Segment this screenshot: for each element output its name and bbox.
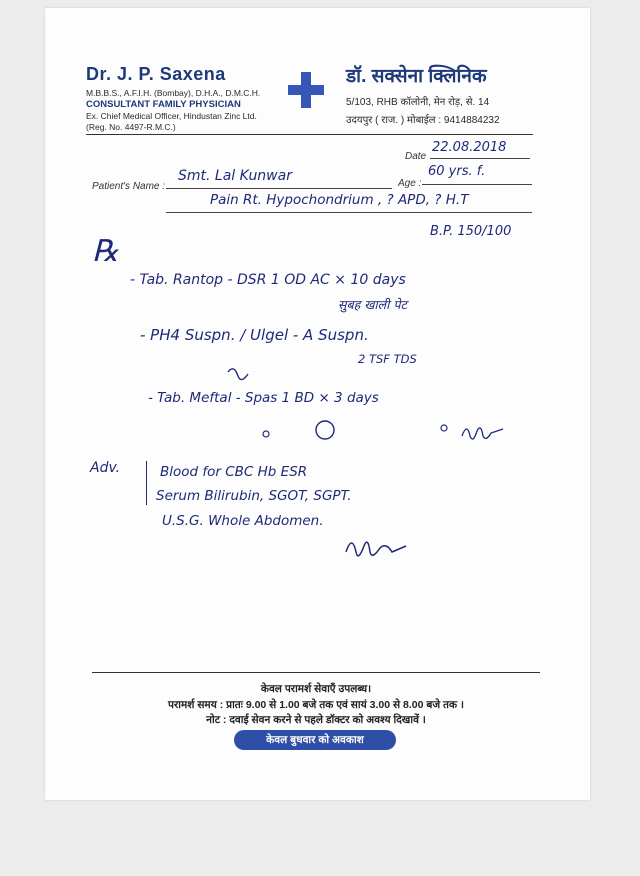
doctor-degrees: M.B.B.S., A.F.I.H. (Bombay), D.H.A., D.M.C.H. [86,88,261,98]
rx-symbol: ℞ [92,234,119,269]
clinic-name: डॉ. सक्सेना क्लिनिक [346,66,487,87]
clinic-info [346,62,500,126]
header-divider [86,134,533,135]
footer-line-2: परामर्श समय : प्रातः 9.00 से 1.00 बजे तक एवं सायं 3.00 से 8.00 बजे तक । [168,699,464,711]
medical-cross-icon [288,72,324,108]
bp-value: B.P. 150/100 [430,224,512,239]
patient-name-line [166,188,392,189]
advice-item-1: Blood for CBC Hb ESR [160,464,308,480]
footer-line-3: नोट : दवाई सेवन करने से पहले डॉक्टर को अवश्य दिखावें । [206,714,426,726]
rx-line-1: - Tab. Rantop - DSR 1 OD AC × 10 days [130,272,406,288]
doctor-info [86,64,260,132]
closed-wednesday-banner: केवल बुधवार को अवकाश [234,730,396,750]
clinic-address: 5/103, RHB कॉलोनी, मेन रोड़, से. 14 [346,97,490,108]
doctor-signature [340,530,410,570]
rx-line-5: - Tab. Meftal - Spas 1 BD × 3 days [148,390,379,406]
doctor-role: CONSULTANT FAMILY PHYSICIAN [86,99,241,110]
age-value: 60 yrs. f. [428,164,486,179]
date-label: Date [405,151,427,162]
rx-line-4: 2 TSF TDS [358,352,417,366]
doctor-reg-no: (Reg. No. 4497-R.M.C.) [86,122,176,132]
rx-line-2: सुबह खाली पेट [338,297,407,312]
advice-item-2: Serum Bilirubin, SGOT, SGPT. [156,488,352,504]
rx-line-3: - PH4 Suspn. / Ulgel - A Suspn. [140,326,369,344]
age-label: Age : [398,178,422,189]
doctor-ex-role: Ex. Chief Medical Officer, Hindustan Zinc Ltd. [86,111,257,121]
advice-label: Adv. [90,460,121,476]
initials-signature [458,418,508,448]
age-line [422,184,532,185]
date-value: 22.08.2018 [432,140,507,155]
footer-divider [92,672,540,673]
doctor-name: Dr. J. P. Saxena [86,64,226,84]
complaint-text: Pain Rt. Hypochondrium , ? APD, ? H.T [210,192,469,208]
advice-item-3: U.S.G. Whole Abdomen. [162,513,324,529]
patient-name-label: Patient's Name : [92,181,166,192]
advice-bracket [146,461,153,505]
complaint-line [166,212,532,213]
date-line [430,158,530,159]
clinic-phone: उदयपुर ( राज. ) मोबाईल : 9414884232 [346,115,500,126]
patient-name-value: Smt. Lal Kunwar [178,168,292,184]
footer-line-1: केवल परामर्श सेवाएँ उपलब्ध। [260,683,372,695]
